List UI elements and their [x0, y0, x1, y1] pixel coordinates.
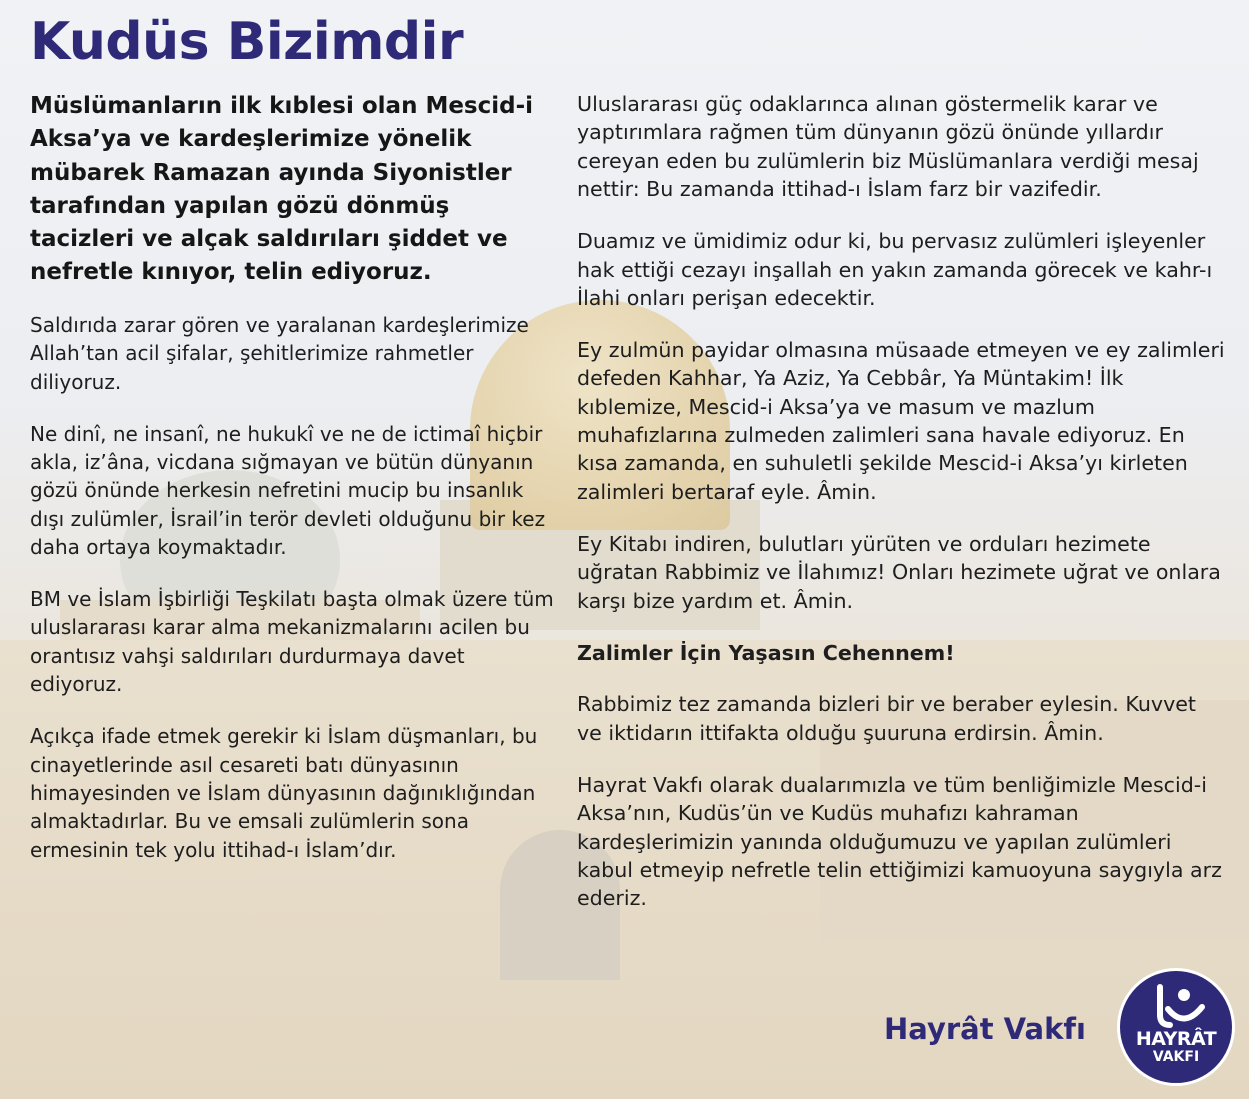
paragraph: BM ve İslam İşbirliği Teşkilatı başta olmak üzere tüm uluslararası karar alma mekanizmalarını acilen bu orantısız vahşi saldırıları durdurmaya davet ediyoruz. — [30, 587, 554, 697]
paragraph: Açıkça ifade etmek gerekir ki İslam düşmanları, bu cinayetlerinde asıl cesareti batı dünyasının himayesinden ve İslam dünyasının dağınıklığından almaktadırlar. Bu ve emsali zulümlerin sona ermesinin tek yolu ittihad-ı İslam’dır. — [30, 724, 538, 862]
logo-text-line1: HAYRÂT — [1135, 1028, 1217, 1050]
paragraph: Ey Kitabı indiren, bulutları yürüten ve orduları hezimete uğratan Rabbimiz ve İlahımız! Onları hezimete uğrat ve onlara karşı bize yardım et. Âmin. — [577, 531, 1221, 613]
paragraph: Uluslararası güç odaklarınca alınan göstermelik karar ve yaptırımlara rağmen tüm dünyanın gözü önünde yıllardır cereyan eden bu zulümlerin biz Müslümanlara verdiği mesaj nettir: Bu zamanda ittihad-ı İslam farz bir vazifedir. — [577, 92, 1199, 202]
paragraph: Ey zulmün payidar olmasına müsaade etmeyen ve ey zalimleri defeden Kahhar, Ya Aziz, Ya Cebbâr, Ya Müntakim! İlk kıblemize, Mescid-i Aksa’ya ve masum ve mazlum muhafızlarına zulmeden zalimleri sana havale ediyoruz. En kısa zamanda, en suhuletli şekilde Mescid-i Aksa’yı kirleten zalimleri bertaraf eyle. Âmin. — [577, 337, 1225, 504]
paragraph: Saldırıda zarar gören ve yaralanan kardeşlerimize Allah’tan acil şifalar, şehitlerimize rahmetler diliyoruz. — [30, 312, 529, 394]
logo-text-line2: VAKFI — [1152, 1049, 1200, 1065]
slogan: Zalimler İçin Yaşasın Cehennem! — [577, 640, 955, 665]
page-title: Kudüs Bizimdir — [30, 12, 464, 72]
left-column — [30, 90, 555, 888]
paragraph: Duamız ve ümidimiz odur ki, bu pervasız zulümleri işleyenler hak ettiği cezayı inşallah en yakın zamanda görecek ve kahr-ı İlahi onları perişan edecektir. — [577, 229, 1213, 310]
lead-paragraph: Müslümanların ilk kıblesi olan Mescid-i Aksa’ya ve kardeşlerimize yönelik mübarek Ramazan ayında Siyonistler tarafından yapılan gözü dönmüş tacizleri ve alçak saldırıları şiddet ve nefretle kınıyor, telin ediyoruz. — [30, 93, 534, 286]
right-column — [577, 90, 1227, 936]
paragraph: Rabbimiz tez zamanda bizleri bir ve beraber eylesin. Kuvvet ve iktidarın ittifakta olduğu şuuruna erdirsin. Âmin. — [577, 692, 1196, 745]
signature: Hayrât Vakfı — [884, 1012, 1086, 1046]
hayrat-vakfi-logo — [1117, 968, 1235, 1086]
paragraph: Ne dinî, ne insanî, ne hukukî ve ne de ictimaî hiçbir akla, iz’âna, vicdana sığmayan ve bütün dünyanın gözü önünde herkesin nefretini mucip bu insanlık dışı zulümler, İsrail’in terör devleti olduğunu bir kez daha ortaya koymaktadır. — [30, 421, 546, 560]
paragraph: Hayrat Vakfı olarak dualarımızla ve tüm benliğimizle Mescid-i Aksa’nın, Kudüs’ün ve Kudüs muhafızı kahraman kardeşlerimizin yanında olduğumuzu ve yapılan zulümleri kabul etmeyip nefretle telin ettiğimizi kamuoyuna saygıyla arz ederiz. — [577, 772, 1222, 911]
